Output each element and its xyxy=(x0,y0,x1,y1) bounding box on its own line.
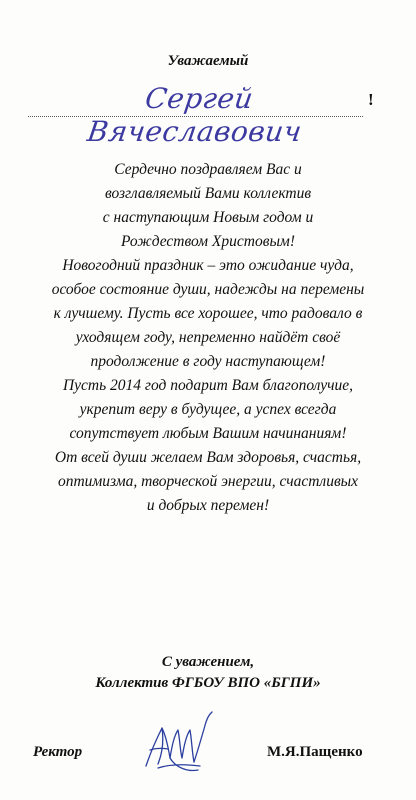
body-line: укрепит веру в будущее, а успех всегда xyxy=(79,401,337,418)
body-line: оптимизма, творческой энергии, счастливых xyxy=(57,473,359,490)
body-line: сопутствует любым Вашим начинаниям! xyxy=(69,425,347,442)
body-line: возглавляемый Вами коллектив xyxy=(104,185,312,202)
body-line: уходящем году, непременно найдёт своё xyxy=(75,329,341,346)
body-line: Рождеством Христовым! xyxy=(121,233,295,250)
closing-regards: С уважением, xyxy=(161,654,255,670)
body-line: От всей души желаем Вам здоровья, счастья, xyxy=(54,449,362,466)
recipient-punctuation: ! xyxy=(368,90,374,109)
signatory-name: М.Я.Пащенко xyxy=(267,744,363,760)
greeting-body xyxy=(8,158,408,518)
recipient-name-line xyxy=(28,82,388,148)
closing-organization: Коллектив ФГБОУ ВПО «БГПИ» xyxy=(95,675,321,691)
handwritten-signature-icon xyxy=(140,706,220,778)
body-line: Пусть 2014 год подарит Вам благополучие, xyxy=(62,377,354,394)
name-underline xyxy=(28,116,363,117)
body-line: Новогодний праздник – это ожидание чуда, xyxy=(62,257,354,274)
signature-block xyxy=(0,736,416,786)
body-line: Сердечно поздравляем Вас и xyxy=(114,161,302,178)
body-line: продолжение в году наступающем! xyxy=(90,353,326,370)
body-line: особое состояние души, надежды на перемены xyxy=(51,281,365,298)
signatory-title: Ректор xyxy=(33,744,83,760)
body-line: и добрых перемен! xyxy=(146,497,270,514)
body-line: с наступающим Новым годом и xyxy=(102,209,314,226)
closing xyxy=(0,652,416,694)
recipient-name: Сергей Вячеславович xyxy=(85,82,305,148)
body-line: к лучшему. Пусть все хорошее, что радовало в xyxy=(53,305,363,322)
salutation: Уважаемый xyxy=(167,53,249,69)
